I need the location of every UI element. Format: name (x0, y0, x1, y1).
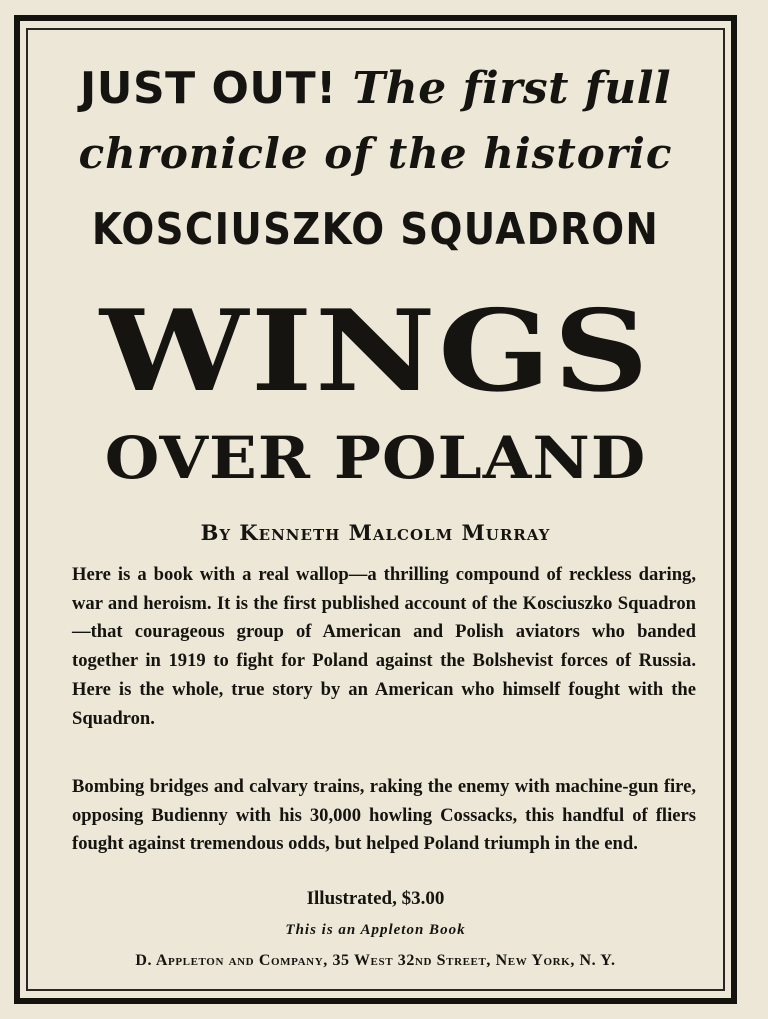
headline-first-full: The first full (352, 63, 672, 114)
book-title: WINGS (99, 286, 652, 417)
publisher-line: D. Appleton and Company, 35 West 32nd Street, New York, N. Y. (135, 952, 616, 969)
book-subtitle: OVER POLAND (104, 424, 647, 492)
author-byline: By Kenneth Malcolm Murray (200, 520, 551, 545)
headline-just-out (30, 62, 721, 116)
headline-squadron: KOSCIUSZKO SQUADRON (91, 204, 660, 255)
description-paragraph-2: Bombing bridges and calvary trains, raking the enemy with machine-gun fire, opposing Budienny with his 30,000 howling Cossacks, this handful of fliers fought against tremendous odds, but helped Poland triumph in the end. (72, 776, 696, 855)
imprint-line: This is an Appleton Book (285, 922, 466, 938)
price-line: Illustrated, $3.00 (306, 888, 445, 909)
headline-just-out-bold: JUST OUT! (79, 63, 337, 114)
headline-chronicle: chronicle of the historic (78, 129, 673, 178)
description-paragraph-1: Here is a book with a real wallop—a thrilling compound of reckless daring, war and heroism. It is the first published account of the Kosciuszko Squadron—that courageous group of American and Polish aviators who banded together in 1919 to fight for Poland against the Bolshevist forces of Russia. Here is the whole, true story by an American who himself fought with the Squadron. (72, 564, 696, 729)
